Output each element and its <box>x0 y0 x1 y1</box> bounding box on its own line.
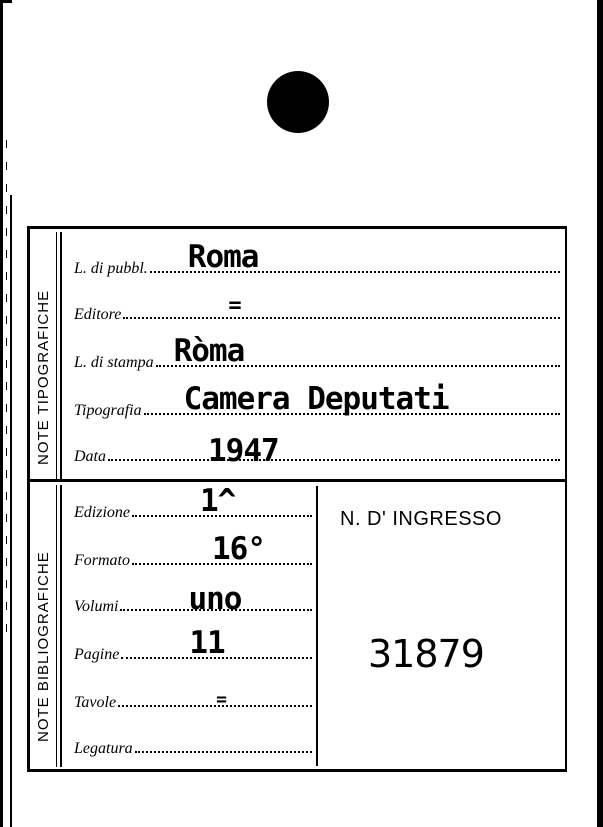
field-label: Editore <box>74 306 122 323</box>
field-row-luogo-pubblicazione <box>74 239 560 278</box>
field-dotted-line <box>118 689 312 710</box>
field-value: Camera Deputati <box>183 381 449 417</box>
field-label: Legatura <box>74 740 133 757</box>
note-bibliografiche-label: NOTE BIBLIOGRAFICHE <box>35 551 52 742</box>
ingresso-title: N. D' INGRESSO <box>340 508 502 530</box>
card-right-edge <box>597 0 603 827</box>
field-dotted-line <box>121 625 312 661</box>
field-row-edizione <box>74 483 312 522</box>
field-row-editore <box>74 293 560 324</box>
field-row-formato <box>74 531 312 570</box>
card-top-mark <box>0 0 12 3</box>
field-label: Tavole <box>74 694 117 711</box>
field-label: Volumi <box>74 598 119 615</box>
label-column-separator <box>60 485 62 767</box>
note-tipografiche-label: NOTE TIPOGRAFICHE <box>35 289 52 465</box>
field-dotted-line <box>132 483 312 519</box>
ingresso-number: 31879 <box>368 632 484 676</box>
field-row-volumi <box>74 581 312 617</box>
field-value: uno <box>188 581 242 617</box>
section-divider <box>30 479 565 482</box>
field-value: 1^ <box>200 483 236 519</box>
field-row-tipografia <box>74 381 560 420</box>
field-label: Edizione <box>74 504 130 521</box>
field-row-tavole <box>74 686 312 712</box>
field-dotted-line <box>150 239 560 275</box>
field-value: = <box>216 689 226 710</box>
card-left-edge <box>0 0 3 827</box>
field-value: Ròma <box>173 333 245 369</box>
label-column-separator <box>60 232 62 479</box>
field-row-luogo-stampa <box>74 333 560 372</box>
field-value: Roma <box>187 239 259 275</box>
ingresso-column-separator <box>316 486 318 766</box>
field-label: L. di pubbl. <box>74 260 148 277</box>
card-left-inner-edge <box>10 195 12 827</box>
field-dotted-line <box>156 333 560 369</box>
field-label: Pagine <box>74 646 120 663</box>
field-dotted-line <box>144 381 560 417</box>
field-value: = <box>228 293 241 318</box>
field-dotted-line <box>123 293 560 319</box>
field-dotted-line <box>132 531 312 567</box>
field-dotted-line <box>108 433 560 469</box>
field-label: L. di stampa <box>74 354 154 371</box>
punch-hole <box>267 71 329 133</box>
field-dotted-line <box>135 751 312 753</box>
field-label: Formato <box>74 552 130 569</box>
field-label: Tipografia <box>74 402 142 419</box>
field-row-data <box>74 433 560 469</box>
field-value: 16° <box>212 531 265 567</box>
label-column-separator-thin <box>56 485 57 767</box>
card-left-dashed-edge <box>6 140 7 640</box>
field-value: 1947 <box>208 433 279 469</box>
field-label: Data <box>74 448 106 465</box>
field-value: 11 <box>189 625 225 661</box>
field-dotted-line <box>120 581 312 617</box>
field-row-pagine <box>74 625 312 664</box>
label-column-separator-thin <box>56 232 57 479</box>
field-row-legatura <box>74 732 312 758</box>
